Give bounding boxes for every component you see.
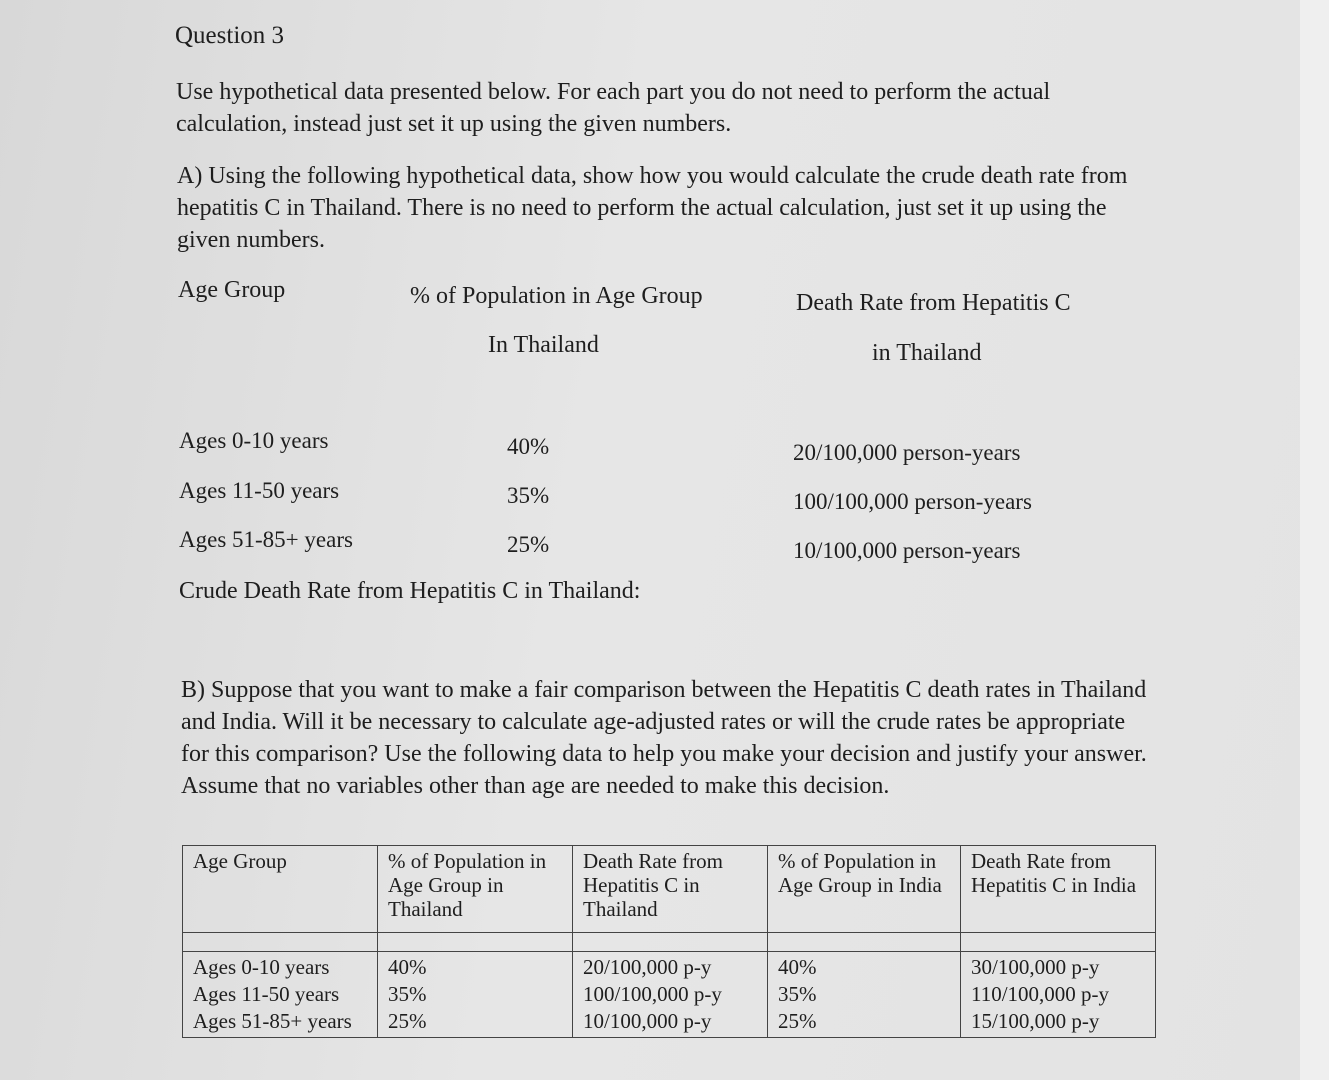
part-b-paragraph: B) Suppose that you want to make a fair comparison between the Hepatitis C death rates in Thailand and India. Will it be necessary to calculate age-adjusted rates or will the crude rates be appropriate for this comparison? Use the following data to help you make your decision and justify your answer. Assume that no variables other than age are needed to make this decision. [181,677,1147,799]
table-cell: 25% [778,1009,817,1033]
monitor-edge [1300,0,1329,1080]
part-a-row-rate: 10/100,000 person-years [793,538,1021,563]
rate-thailand-cell [573,952,768,1038]
question-title: Question 3 [175,22,285,49]
table-body-row [183,952,1156,1038]
header-cell: Death Rate from Hepatitis C in Thailand [573,846,768,933]
table-header-row [183,846,1156,933]
part-a-row-pct: 40% [507,434,550,459]
part-a-row-rate: 20/100,000 person-years [793,440,1021,465]
table-cell: 100/100,000 p-y [583,982,722,1006]
part-a-row-rate: 100/100,000 person-years [793,489,1032,514]
comparison-table [182,845,1156,1038]
intro-paragraph: Use hypothetical data presented below. For each part you do not need to perform the actual calculation, instead just set it up using the given numbers. [176,79,1051,137]
table-cell: Ages 0-10 years [193,955,330,979]
table-cell: 110/100,000 p-y [971,982,1110,1006]
rate-india-cell [961,952,1156,1038]
table-cell: 30/100,000 p-y [971,955,1100,979]
table-cell: Ages 11-50 years [193,982,340,1006]
age-group-cell [183,952,378,1038]
part-a-row-pct: 35% [507,483,550,508]
table-cell: 25% [388,1009,427,1033]
pct-thailand-cell [378,952,573,1038]
part-a-header-pct-line2: In Thailand [488,332,599,358]
table-cell: 20/100,000 p-y [583,955,712,979]
part-a-header-pct-line1: % of Population in Age Group [410,283,703,309]
crude-rate-label: Crude Death Rate from Hepatitis C in Thailand: [179,578,641,604]
table-cell: 40% [388,955,427,979]
part-a-row-pct: 25% [507,532,550,557]
table-cell: Ages 51-85+ years [193,1009,352,1033]
table-cell: 10/100,000 p-y [583,1009,712,1033]
table-gap-row [183,933,1156,952]
header-cell: Death Rate from Hepatitis C in India [961,846,1156,933]
table-cell: 35% [778,982,817,1006]
table-cell: 40% [778,955,817,979]
header-cell: % of Population in Age Group in Thailand [378,846,573,933]
part-a-row-age: Ages 11-50 years [179,478,340,503]
part-a-row-age: Ages 51-85+ years [179,527,353,552]
header-cell: % of Population in Age Group in India [768,846,961,933]
part-a-header-rate-line2: in Thailand [872,340,982,366]
part-a-header-age-group: Age Group [178,277,286,303]
pct-india-cell [768,952,961,1038]
part-a-paragraph: A) Using the following hypothetical data, show how you would calculate the crude death rate from hepatitis C in Thailand. There is no need to perform the actual calculation, just set it up using the given numbers. [177,163,1128,253]
part-a-header-rate-line1: Death Rate from Hepatitis C [796,290,1071,316]
header-cell: Age Group [183,846,378,933]
table-cell: 35% [388,982,427,1006]
table-cell: 15/100,000 p-y [971,1009,1100,1033]
part-a-row-age: Ages 0-10 years [179,428,329,453]
